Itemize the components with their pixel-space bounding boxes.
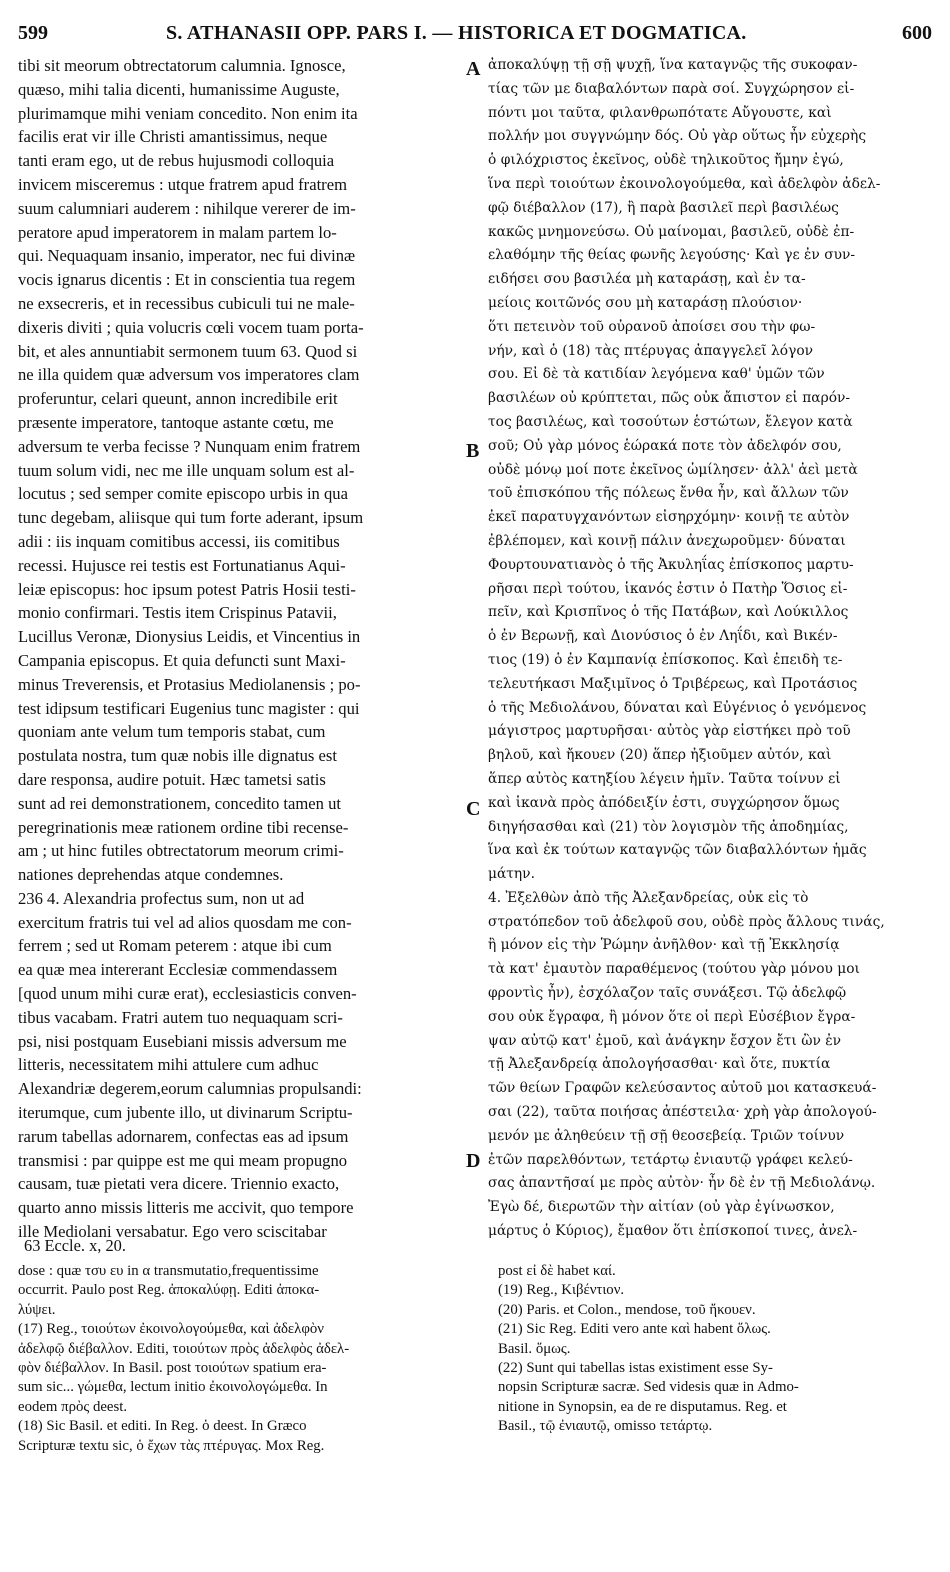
note-line: (21) Sic Reg. Editi vero ante καὶ habent ὅλως. <box>498 1321 771 1338</box>
section-marker-a: A <box>466 58 481 80</box>
greek-text-line: ψαν αὐτῷ κατ' ἐμοῦ, καὶ ἀνάγκην ἔσχον ἔτι ὢν ἐν <box>488 1032 842 1049</box>
greek-text-line: ἐβλέπομεν, καὶ κοινῇ πάλιν ἀνεχωροῦμεν· δύναται <box>488 532 846 549</box>
greek-text-line: ἐκεῖ παρατυγχανόντων εἰσηρχόμην· κοινῇ τε αὐτὸν <box>488 509 850 526</box>
latin-text-line: ne exsecreris, et in recessibus cubiculi tui ne male- <box>18 293 355 313</box>
greek-text-line: ὅτι πετεινὸν τοῦ οὐρανοῦ ἀποίσει σου τὴν φω- <box>488 318 816 335</box>
latin-text-line: vocis ignarus dicentis : Et in conscientia tua regem <box>18 270 356 290</box>
greek-text-line: μάγιστρος μαρτυρῆσαι· αὐτὸς γὰρ εἱστήκει πρὸ τοῦ <box>488 723 851 740</box>
note-line: eodem πρὸς deest. <box>18 1398 128 1415</box>
latin-text-line: causam, tuæ pietati vera dicere. Triennio exacto, <box>18 1174 340 1194</box>
greek-text-line: νήν, καὶ ὁ (18) τὰς πτέρυγας ἀπαγγελεῖ λόγον <box>488 342 814 359</box>
latin-text-line: tibi sit meorum obtrectatorum calumnia. Ignosce, <box>18 56 346 75</box>
greek-text-line: τοῦ ἐπισκόπου τῆς πόλεως ἔνθα ἦν, καὶ ἄλλων τῶν <box>488 485 849 502</box>
greek-text-line: 4. Ἐξελθὼν ἀπὸ τῆς Ἀλεξανδρείας, οὐκ εἰς τὸ <box>488 889 809 906</box>
latin-text-line: transmisi : par quippe est me qui meam propugno <box>18 1150 348 1170</box>
greek-text-line: πόντι μοι ταῦτα, φιλανθρωπότατε Αὔγουστε, καὶ <box>488 104 832 121</box>
greek-text-line: τῇ Ἀλεξανδρείᾳ ἀπολογήσασθαι· καὶ ὅτε, πυκτία <box>488 1056 831 1073</box>
latin-text-line: recessi. Hujusce rei testis est Fortunatianus Aqui- <box>18 555 346 575</box>
latin-text-line: psi, nisi postquam Eusebiani missis adversum me <box>18 1031 347 1051</box>
latin-text-line: suum calumniari auderem : nihilque vererer de im- <box>18 198 356 218</box>
note-line: occurrit. Paulo post Reg. ἀποκαλύφῃ. Editi ἀποκα- <box>18 1282 320 1299</box>
greek-column <box>488 54 934 1244</box>
greek-text-line: σας ἀπαντῆσαί με πρὸς αὐτὸν· ἦν δὲ ἐν τῇ Μεδιολάνῳ. <box>488 1175 876 1192</box>
latin-text-line: nationes deprehendas atque condemnes. <box>18 865 284 885</box>
latin-text-line: Alexandriæ degerem,eorum calumnias propulsandi: <box>18 1079 362 1099</box>
latin-text-line: leiæ episcopus: hoc ipsum potest Patris Hosii testi- <box>18 579 356 599</box>
note-line: Basil. ὅμως. <box>498 1340 571 1357</box>
latin-text-line: dixeris diviti ; quia volucris cœli vocem tuam porta- <box>18 317 364 337</box>
greek-text-line: σαι (22), ταῦτα ποιήσας ἀπέστειλα· χρὴ γὰρ ἀπολογού- <box>488 1104 877 1121</box>
latin-text-line: ferrem ; sed ut Romam peterem : atque ibi cum <box>18 936 332 956</box>
note-line: Basil., τῷ ἐνιαυτῷ, omisso τετάρτῳ. <box>498 1418 713 1435</box>
latin-text-line: Campania episcopus. Et quia defuncti sunt Maxi- <box>18 650 346 670</box>
greek-text-line: ὁ φιλόχριστος ἐκεῖνος, οὐδὲ τηλικοῦτος ἤμην ἐγώ, <box>488 152 844 169</box>
greek-text-line: ἐτῶν παρελθόντων, τετάρτῳ ἐνιαυτῷ γράφει κελεύ- <box>488 1151 853 1168</box>
latin-text-line: minus Treverensis, et Protasius Mediolanensis ; po- <box>18 674 361 694</box>
greek-text-line: καὶ ἱκανὰ πρὸς ἀπόδειξίν ἐστι, συγχώρησον ὅμως <box>488 794 840 811</box>
greek-text-line: τελευτήκασι Μαξιμῖνος ὁ Τριβέρεως, καὶ Προτάσιος <box>488 675 858 692</box>
greek-text-line: ελαθόμην τῆς θείας φωνῆς λεγούσης· Καὶ γε ἐν συν- <box>488 247 856 264</box>
greek-text-line: ὁ ἐν Βερωνῇ, καὶ Διονύσιος ὁ ἐν Ληΐδι, καὶ Βικέν- <box>488 628 838 645</box>
note-line: (22) Sunt qui tabellas istas existiment esse Sy- <box>498 1360 773 1377</box>
greek-text-line: μάτην. <box>488 866 535 883</box>
section-marker-b: B <box>466 440 480 462</box>
latin-text-line: adii : iis inquam comitibus accessi, iis comitibus <box>18 531 340 551</box>
greek-text-line: διηγήσασθαι καὶ (21) τὸν λογισμὸν τῆς ἀποδημίας, <box>488 818 849 835</box>
latin-footnote: 63 Eccle. x, 20. <box>24 1236 126 1255</box>
greek-text-line: βηλοῦ, καὶ ἤκουεν (20) ἅπερ ἠξιοῦμεν αὐτόν, καὶ <box>488 747 832 764</box>
greek-text-line: ἵνα περὶ τοιούτων ἐκοινολογούμεθα, καὶ ἀδελφὸν ἀδελ- <box>488 175 881 192</box>
page-header <box>18 18 932 48</box>
greek-text-line: πεῖν, καὶ Κρισπῖνος ὁ τῆς Πατάβων, καὶ Λούκιλλος <box>488 604 849 621</box>
note-line: (17) Reg., τοιούτων ἐκοινολογούμεθα, καὶ ἀδελφὸν <box>18 1321 324 1338</box>
greek-text-line: ρῆσαι περὶ τούτου, ἱκανός ἐστιν ὁ Πατὴρ Ὅσιος εἰ- <box>488 580 848 597</box>
latin-text-line: quarto anno missis litteris me accivit, quo tempore <box>18 1198 354 1218</box>
latin-text-line: Lucillus Veronæ, Dionysius Leidis, et Vincentius in <box>18 627 361 647</box>
greek-text-line: Φουρτουνατιανὸς ὁ τῆς Ἀκυληΐας ἐπίσκοπος μαρτυ- <box>488 556 854 573</box>
greek-text-line: στρατόπεδον τοῦ ἀδελφοῦ σου, οὐδὲ πρὸς ἄλλους τινάς, <box>488 913 885 930</box>
latin-text-line: sunt ad rei demonstrationem, concedito tamen ut <box>18 793 342 813</box>
greek-text-line: ἵνα καὶ ἐκ τούτων καταγνῷς τῶν διαβαλλόντων ἡμᾶς <box>488 842 867 859</box>
latin-column <box>18 54 462 1244</box>
latin-text-line: peregrinationis meæ rationem ordine tibi recense- <box>18 817 349 837</box>
latin-text-line: bit, et ales annuntiabit sermonem tuum 63. Quod si <box>18 341 358 361</box>
latin-text-line: postulata nostra, tum quæ nobis ille dignatus est <box>18 746 337 766</box>
note-line: ἀδελφῷ διέβαλλον. Editi, τοιούτων πρὸς ἀδελφὸς ἀδελ- <box>18 1340 350 1357</box>
latin-text-line: adversum te verba fecisse ? Nunquam enim fratrem <box>18 436 361 456</box>
latin-text-line: tanti eram ego, ut de rebus hujusmodi colloquia <box>18 151 335 171</box>
note-line: dose : quæ τσυ ευ in α transmutatio,frequentissime <box>18 1263 319 1279</box>
greek-text-line: Ἐγὼ δέ, διερωτῶν τὴν αἰτίαν (οὐ γὰρ ἐγίνωσκον, <box>488 1199 835 1216</box>
page-number-left: 599 <box>18 22 48 44</box>
greek-text-line: σοῦ; Οὐ γὰρ μόνος ἑώρακά ποτε τὸν ἀδελφόν σου, <box>488 437 842 454</box>
greek-text-line: ὁ τῆς Μεδιολάνου, δύναται καὶ Εὐγένιος ὁ γενόμενος <box>488 699 867 716</box>
section-marker-d: D <box>466 1150 481 1172</box>
latin-text-line: tuum solum vidi, nec me ille unquam solum est al- <box>18 460 355 480</box>
note-line: nopsin Scripturæ sacræ. Sed videsis quæ in Admo- <box>498 1379 799 1396</box>
greek-text-line: μείοις κοιτῶνός σου μὴ καταράσῃ πλούσιον· <box>488 294 803 311</box>
greek-text-line: σου οὐκ ἔγραφα, ἢ μόνον ὅτε οἱ περὶ Εὐσέβιον ἔγρα- <box>488 1008 856 1025</box>
note-line: λύψει. <box>18 1301 56 1318</box>
latin-text-line: quoniam ante velum tum temporis stabat, cum <box>18 722 326 742</box>
latin-text-line: proferuntur, celari queunt, annon incredibile erit <box>18 389 338 409</box>
greek-text-line: μενόν με ἀληθεύειν τῇ σῇ θεοσεβείᾳ. Τριῶν τοίνυν <box>488 1127 845 1144</box>
latin-text-line: tibus vacabam. Fratri autem tuo nequaquam scri- <box>18 1007 343 1027</box>
greek-text-line: σου. Εἰ δὲ τὰ κατιδίαν λεγόμενα καθ' ὑμῶν τῶν <box>488 366 825 383</box>
latin-text-line: peratore apud imperatorem in malam partem lo- <box>18 222 337 242</box>
greek-text-line: οὐδὲ μόνῳ μοί ποτε ἐκεῖνος ὡμίλησεν· ἀλλ' ἀεὶ μετὰ <box>488 461 858 478</box>
latin-text-line: exercitum fratris tui vel ad alios quosdam me con- <box>18 912 352 932</box>
greek-text-line: τιος (19) ὁ ἐν Καμπανίᾳ ἐπίσκοπος. Καὶ ἐπειδὴ τε- <box>488 651 843 668</box>
note-line: (18) Sic Basil. et editi. In Reg. ὁ deest. In Græco <box>18 1418 307 1435</box>
note-line: (20) Paris. et Colon., mendose, τοῦ ἤκουεν. <box>498 1301 756 1318</box>
greek-text-line: πολλήν μοι συγγνώμην δός. Οὐ γὰρ οὕτως ἦν εὐχερὴς <box>488 128 867 145</box>
latin-text-line: locutus ; sed semper comite episcopo urbis in qua <box>18 484 348 504</box>
latin-text-line: ille Mediolani versabatur. Ego vero sciscitabar <box>18 1222 327 1242</box>
notes-left <box>18 1262 468 1456</box>
greek-text-line: βασιλέων οὐ κρύπτεται, πῶς οὐκ ἄπιστον εἰ παρόν- <box>488 390 851 407</box>
latin-text-line: am ; ut hinc futiles obtrectatorum meorum crimi- <box>18 841 344 861</box>
latin-text-line: ne illa quidem quæ adversum vos imperatores clam <box>18 365 360 385</box>
greek-text-line: ἅπερ αὐτὸς κατηξίου λέγειν ἡμῖν. Ταῦτα τοίνυν εἰ <box>488 770 841 787</box>
greek-text-line: ἢ μόνον εἰς τὴν Ῥώμην ἀνῆλθον· καὶ τῇ Ἐκκλησίᾳ <box>488 937 840 954</box>
latin-text-line: ea quæ mea intererant Ecclesiæ commendassem <box>18 960 338 980</box>
notes-right <box>498 1262 934 1437</box>
latin-text-line: quæso, mihi talia dicenti, humanissime Auguste, <box>18 79 340 99</box>
note-line: φὸν διέβαλλον. In Basil. post τοιούτων spatium era- <box>18 1360 327 1377</box>
greek-text-line: ἀποκαλύψῃ τῇ σῇ ψυχῇ, ἵνα καταγνῷς τῆς συκοφαν- <box>488 57 858 73</box>
page-number-right: 600 <box>902 22 932 44</box>
note-line: sum sic... γώμεθα, lectum initio ἐκοινολογώμεθα. In <box>18 1379 328 1396</box>
note-line: (19) Reg., Κιβέντιον. <box>498 1282 625 1299</box>
latin-text-line: 236 4. Alexandria profectus sum, non ut ad <box>18 888 305 908</box>
greek-text-line: τῶν θείων Γραφῶν κελεύσαντος αὐτοῦ μοι κατασκευά- <box>488 1080 877 1097</box>
greek-text-line: φροντὶς ἦν), ἐσχόλαζον ταῖς συνάξεσι. Τῷ ἀδελφῷ <box>488 985 847 1002</box>
latin-text-line: tunc degebam, aliisque qui tum forte aderant, ipsum <box>18 508 364 528</box>
greek-text-line: μάρτυς ὁ Κύριος), ἔμαθον ὅτι ἐπίσκοποί τινες, ἀνελ- <box>488 1223 858 1240</box>
latin-text-line: invicem misceremus : utque fratrem apud fratrem <box>18 174 347 194</box>
note-line: post εἰ δὲ habet καί. <box>498 1263 616 1279</box>
latin-text-line: plurimamque mihi veniam concedito. Non enim ita <box>18 103 358 123</box>
latin-text-line: monio confirmari. Testis item Crispinus Patavii, <box>18 603 337 623</box>
latin-text-line: qui. Nequaquam insanio, imperator, nec fui divinæ <box>18 246 356 266</box>
latin-text-line: præsente imperatore, tantoque astante cœtu, me <box>18 412 334 432</box>
latin-text-line: [quod unum mihi curæ erat), ecclesiasticis conven- <box>18 984 357 1004</box>
latin-text-line: rarum tabellas adornarem, confectas eas ad ipsum <box>18 1126 349 1146</box>
latin-text-line: dare responsa, audire potuit. Hæc tametsi satis <box>18 769 326 789</box>
running-title: S. ATHANASII OPP. PARS I. — HISTORICA ET DOGMATICA. <box>166 22 747 44</box>
greek-text-line: τος βασιλέως, καὶ τοσούτων ἑστώτων, ἔλεγον κατὰ <box>488 413 853 430</box>
note-line: nitione in Synopsin, ea de re disputamus. Reg. et <box>498 1398 787 1415</box>
latin-text-line: test idipsum testificari Eugenius tunc magister : qui <box>18 698 360 718</box>
latin-text-line: facilis erat vir ille Christi amantissimus, neque <box>18 127 328 147</box>
greek-text-line: κακῶς μνημονεύσω. Οὐ μαίνομαι, βασιλεῦ, οὐδὲ ἐπ- <box>488 223 855 240</box>
section-marker-c: C <box>466 798 481 820</box>
greek-text-line: ειδήσει σου βασιλέα μὴ καταράσῃ, καὶ ἐν τα- <box>488 271 806 288</box>
greek-text-line: τίας τῶν με διαβαλόντων παρὰ σοί. Συγχώρησον εἰ- <box>488 80 855 97</box>
latin-text-line: iterumque, cum jubente illo, ut divinarum Scriptu- <box>18 1103 353 1123</box>
greek-text-line: τὰ κατ' ἐμαυτὸν παραθέμενος (τούτου γὰρ μόνου μοι <box>488 961 860 978</box>
latin-text-line: litteris, necessitatem mihi attulere cum adhuc <box>18 1055 319 1075</box>
note-line: Scripturæ textu sic, ὁ ἔχων τὰς πτέρυγας. Mox Reg. <box>18 1437 325 1454</box>
greek-text-line: φῷ διέβαλλον (17), ἢ παρὰ βασιλεῖ περὶ βασιλέως <box>488 199 839 216</box>
